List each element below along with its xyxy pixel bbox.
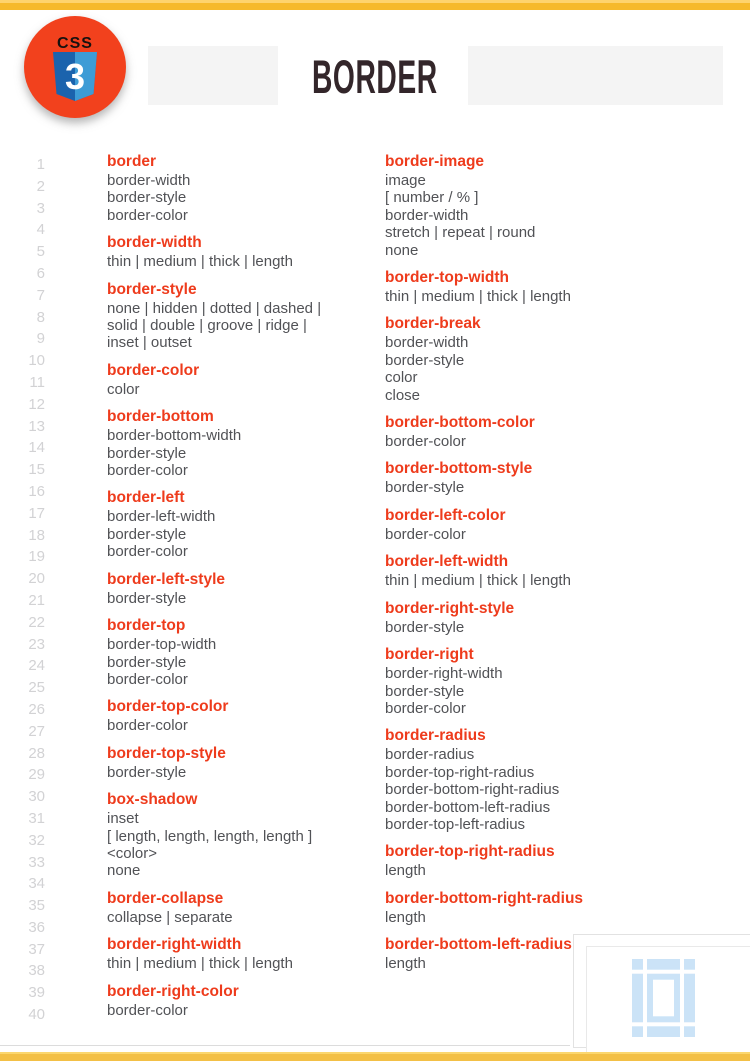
property-section (107, 888, 382, 926)
property-section (107, 360, 382, 398)
line-number: 30 (28, 788, 45, 806)
property-name: border-right-width (107, 936, 242, 954)
property-name: border-bottom-right-radius (385, 889, 584, 907)
line-number: 33 (28, 853, 45, 871)
property-section (107, 487, 382, 560)
property-section (107, 981, 382, 1019)
page-title-wrap (280, 48, 470, 104)
property-name: border-top-color (107, 698, 229, 716)
page-title: BORDER (312, 49, 438, 103)
property-name: box-shadow (107, 791, 198, 809)
property-value: border-style (107, 589, 187, 607)
property-section (107, 406, 382, 479)
line-number: 37 (28, 940, 45, 958)
property-value: border-top-width (107, 636, 217, 654)
property-name: border-right-color (107, 982, 239, 1000)
line-number: 5 (36, 243, 45, 261)
line-number: 26 (28, 700, 45, 718)
line-number: 3 (36, 199, 45, 217)
property-value: border-radius (385, 746, 475, 764)
line-number: 4 (36, 221, 45, 239)
css3-badge-graphic (24, 16, 126, 118)
property-value: border-color (385, 525, 466, 543)
property-value: none (107, 862, 141, 880)
property-value: border-left-width (107, 508, 216, 526)
line-number: 21 (28, 591, 45, 609)
property-value: none | hidden | dotted | dashed | (107, 299, 322, 317)
property-name: border-width (107, 234, 202, 252)
property-value: border-style (107, 444, 187, 462)
property-name: border-bottom-color (385, 414, 535, 432)
line-number: 9 (36, 330, 45, 348)
property-value: border-style (107, 189, 187, 207)
line-number: 24 (28, 657, 45, 675)
property-value: border-color (107, 670, 188, 688)
line-number: 7 (36, 286, 45, 304)
property-name: border-bottom (107, 408, 214, 426)
property-section (385, 412, 725, 450)
border-image-slice-icon (632, 959, 695, 1037)
property-value: border-color (385, 699, 466, 717)
line-number: 1 (36, 156, 45, 173)
property-value: inset (107, 810, 139, 828)
property-column-left (107, 151, 382, 1027)
property-value: none (385, 241, 419, 259)
property-section (385, 598, 725, 636)
property-value: border-style (385, 351, 465, 369)
property-value: border-style (107, 763, 187, 781)
property-column-right (385, 151, 725, 981)
css-version-text: 3 (64, 56, 86, 97)
line-number: 25 (28, 679, 45, 697)
property-value: length (385, 955, 426, 973)
line-number: 16 (28, 482, 45, 500)
property-value: border-style (385, 479, 465, 497)
property-name: border-break (385, 315, 481, 333)
property-value: thin | medium | thick | length (107, 253, 293, 271)
line-number: 27 (28, 722, 45, 740)
line-number: 12 (28, 395, 45, 413)
property-value: border-width (385, 334, 469, 352)
css3-badge-icon (24, 16, 126, 118)
property-section (107, 789, 382, 880)
property-value: border-color (107, 543, 188, 561)
property-name: border-collapse (107, 889, 224, 907)
property-value: border-color (385, 433, 466, 451)
property-value: border-width (107, 172, 191, 189)
line-number: 23 (28, 635, 45, 653)
property-name: border-bottom-style (385, 460, 533, 478)
line-number: 36 (28, 918, 45, 936)
line-number: 17 (28, 504, 45, 522)
property-name: border-color (107, 361, 200, 379)
property-value: length (385, 862, 426, 880)
property-value: border-bottom-right-radius (385, 781, 560, 799)
line-number: 15 (28, 461, 45, 479)
css-brand-text: CSS (57, 35, 93, 52)
property-value: border-style (107, 653, 187, 671)
line-number: 20 (28, 570, 45, 588)
property-name: border-top-width (385, 269, 509, 287)
line-number: 28 (28, 744, 45, 762)
line-number: 31 (28, 809, 45, 827)
property-value: border-style (107, 525, 187, 543)
property-value: border-top-left-radius (385, 815, 526, 833)
property-name: border-left-color (385, 506, 506, 524)
property-section (385, 888, 725, 926)
line-number: 8 (36, 308, 45, 326)
property-name: border-style (107, 280, 197, 298)
property-value: border-bottom-left-radius (385, 798, 551, 816)
line-number: 19 (28, 548, 45, 566)
line-number: 40 (28, 1006, 45, 1024)
line-number: 29 (28, 766, 45, 784)
property-value: border-style (385, 618, 465, 636)
property-name: border-right (385, 646, 474, 664)
property-section (385, 267, 725, 305)
property-value: [ number / % ] (385, 189, 479, 207)
property-value: border-top-right-radius (385, 763, 535, 781)
property-value: border-color (107, 1001, 188, 1019)
property-section (107, 743, 382, 781)
property-value: collapse | separate (107, 908, 233, 926)
property-value: image (385, 172, 426, 189)
property-value: border-color (107, 462, 188, 480)
line-number: 10 (28, 352, 45, 370)
property-value: border-right-width (385, 665, 503, 683)
property-section (385, 313, 725, 404)
line-number: 38 (28, 962, 45, 980)
property-section (385, 841, 725, 879)
property-name: border-bottom-left-radius (385, 936, 572, 954)
property-section (107, 696, 382, 734)
property-value: color (107, 380, 140, 398)
property-section (107, 615, 382, 688)
property-name: border-left (107, 489, 185, 507)
property-value: [ length, length, length, length ] (107, 827, 313, 845)
property-value: inset | outset (107, 334, 192, 352)
line-number-ruler (0, 154, 45, 1026)
property-section (385, 644, 725, 717)
property-name: border-image (385, 153, 485, 170)
property-value: border-style (385, 682, 465, 700)
property-value: length (385, 908, 426, 926)
property-value: thin | medium | thick | length (385, 288, 571, 306)
property-section (107, 232, 382, 270)
line-number: 39 (28, 984, 45, 1002)
line-number: 18 (28, 526, 45, 544)
line-number: 11 (29, 373, 45, 391)
line-number: 22 (28, 613, 45, 631)
property-value: color (385, 369, 418, 387)
property-section (107, 569, 382, 607)
property-section (385, 725, 725, 833)
bottom-divider-line (0, 1045, 570, 1046)
header-left-placeholder-box (148, 46, 278, 105)
top-bar-gold-stripe (0, 3, 750, 10)
bottom-bar-gold-stripe (0, 1054, 750, 1061)
property-value: close (385, 386, 421, 404)
property-value: thin | medium | thick | length (385, 572, 571, 590)
property-value: border-color (107, 717, 188, 735)
property-name: border-right-style (385, 599, 515, 617)
property-section (385, 151, 725, 259)
property-value: border-width (385, 206, 469, 224)
property-name: border-top (107, 617, 186, 635)
property-section (385, 505, 725, 543)
line-number: 14 (28, 439, 45, 457)
property-name: border-radius (385, 727, 486, 745)
property-name: border-left-style (107, 570, 225, 588)
property-value: border-bottom-width (107, 427, 242, 445)
property-value: stretch | repeat | round (385, 224, 536, 242)
property-section (107, 279, 382, 352)
line-number: 13 (28, 417, 45, 435)
property-section (385, 551, 725, 589)
property-section (107, 934, 382, 972)
property-name: border-left-width (385, 553, 509, 571)
line-number: 6 (36, 264, 45, 282)
header-right-placeholder-box (468, 46, 723, 105)
line-number: 34 (28, 875, 45, 893)
line-number: 32 (28, 831, 45, 849)
property-section (385, 458, 725, 496)
property-value: thin | medium | thick | length (107, 955, 293, 973)
property-value: solid | double | groove | ridge | (107, 317, 307, 335)
line-number: 35 (28, 897, 45, 915)
property-name: border-top-style (107, 744, 226, 762)
property-section (107, 151, 382, 224)
property-value: <color> (107, 844, 158, 862)
property-value: border-color (107, 206, 188, 224)
line-number: 2 (36, 177, 45, 195)
property-name: border-top-right-radius (385, 843, 555, 861)
property-name: border (107, 153, 157, 170)
